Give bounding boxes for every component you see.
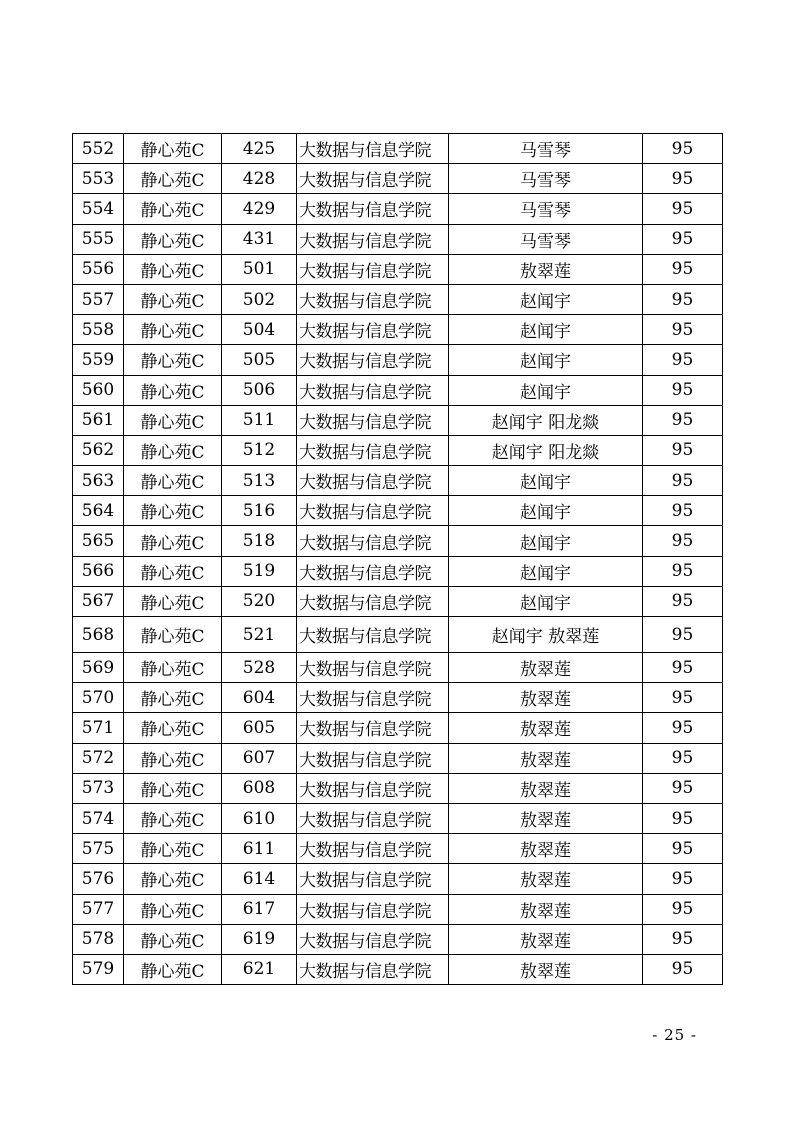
staff-name: 敖翠莲 (449, 954, 643, 984)
room-number: 521 (222, 617, 297, 653)
row-number: 569 (73, 653, 124, 683)
score-value: 95 (643, 556, 723, 586)
table-row (73, 683, 723, 713)
staff-name: 赵闻宇 阳龙燚 (449, 435, 643, 465)
table-row (73, 617, 723, 653)
score-value: 95 (643, 254, 723, 284)
building-name: 静心苑C (124, 924, 222, 954)
building-name: 静心苑C (124, 315, 222, 345)
room-number: 431 (222, 224, 297, 254)
score-value: 95 (643, 586, 723, 616)
row-number: 574 (73, 803, 124, 833)
score-value: 95 (643, 405, 723, 435)
staff-name: 敖翠莲 (449, 254, 643, 284)
college-name: 大数据与信息学院 (297, 345, 449, 375)
row-number: 560 (73, 375, 124, 405)
room-number: 621 (222, 954, 297, 984)
page-number: - 25 - (652, 1026, 697, 1044)
row-number: 554 (73, 194, 124, 224)
row-number: 562 (73, 435, 124, 465)
score-value: 95 (643, 617, 723, 653)
building-name: 静心苑C (124, 345, 222, 375)
score-value: 95 (643, 773, 723, 803)
table-row (73, 556, 723, 586)
room-number: 611 (222, 834, 297, 864)
table-row (73, 773, 723, 803)
college-name: 大数据与信息学院 (297, 683, 449, 713)
row-number: 556 (73, 254, 124, 284)
staff-name: 马雪琴 (449, 194, 643, 224)
score-value: 95 (643, 375, 723, 405)
college-name: 大数据与信息学院 (297, 194, 449, 224)
table-row (73, 284, 723, 314)
score-value: 95 (643, 345, 723, 375)
room-number: 501 (222, 254, 297, 284)
staff-name: 赵闻宇 (449, 496, 643, 526)
building-name: 静心苑C (124, 653, 222, 683)
row-number: 571 (73, 713, 124, 743)
building-name: 静心苑C (124, 743, 222, 773)
table-row (73, 224, 723, 254)
room-number: 425 (222, 134, 297, 164)
score-value: 95 (643, 315, 723, 345)
staff-name: 赵闻宇 阳龙燚 (449, 405, 643, 435)
staff-name: 赵闻宇 (449, 526, 643, 556)
score-value: 95 (643, 713, 723, 743)
score-value: 95 (643, 864, 723, 894)
score-value: 95 (643, 435, 723, 465)
staff-name: 马雪琴 (449, 224, 643, 254)
row-number: 564 (73, 496, 124, 526)
building-name: 静心苑C (124, 713, 222, 743)
college-name: 大数据与信息学院 (297, 924, 449, 954)
building-name: 静心苑C (124, 556, 222, 586)
college-name: 大数据与信息学院 (297, 556, 449, 586)
college-name: 大数据与信息学院 (297, 526, 449, 556)
college-name: 大数据与信息学院 (297, 773, 449, 803)
row-number: 575 (73, 834, 124, 864)
score-value: 95 (643, 924, 723, 954)
room-number: 502 (222, 284, 297, 314)
staff-name: 敖翠莲 (449, 773, 643, 803)
room-number: 428 (222, 164, 297, 194)
building-name: 静心苑C (124, 683, 222, 713)
college-name: 大数据与信息学院 (297, 864, 449, 894)
room-number: 614 (222, 864, 297, 894)
college-name: 大数据与信息学院 (297, 315, 449, 345)
staff-name: 敖翠莲 (449, 713, 643, 743)
row-number: 566 (73, 556, 124, 586)
building-name: 静心苑C (124, 894, 222, 924)
college-name: 大数据与信息学院 (297, 254, 449, 284)
staff-name: 敖翠莲 (449, 803, 643, 833)
room-number: 607 (222, 743, 297, 773)
score-value: 95 (643, 224, 723, 254)
college-name: 大数据与信息学院 (297, 224, 449, 254)
table-row (73, 586, 723, 616)
dorm-score-table (72, 133, 723, 985)
staff-name: 敖翠莲 (449, 864, 643, 894)
college-name: 大数据与信息学院 (297, 803, 449, 833)
table-row (73, 653, 723, 683)
row-number: 573 (73, 773, 124, 803)
row-number: 572 (73, 743, 124, 773)
staff-name: 敖翠莲 (449, 653, 643, 683)
score-value: 95 (643, 683, 723, 713)
building-name: 静心苑C (124, 773, 222, 803)
table-row (73, 894, 723, 924)
score-value: 95 (643, 743, 723, 773)
room-number: 605 (222, 713, 297, 743)
college-name: 大数据与信息学院 (297, 284, 449, 314)
score-value: 95 (643, 954, 723, 984)
building-name: 静心苑C (124, 496, 222, 526)
staff-name: 马雪琴 (449, 134, 643, 164)
building-name: 静心苑C (124, 834, 222, 864)
staff-name: 敖翠莲 (449, 743, 643, 773)
building-name: 静心苑C (124, 864, 222, 894)
building-name: 静心苑C (124, 284, 222, 314)
table-row (73, 345, 723, 375)
college-name: 大数据与信息学院 (297, 834, 449, 864)
row-number: 568 (73, 617, 124, 653)
score-value: 95 (643, 526, 723, 556)
staff-name: 赵闻宇 敖翠莲 (449, 617, 643, 653)
room-number: 519 (222, 556, 297, 586)
score-value: 95 (643, 834, 723, 864)
row-number: 565 (73, 526, 124, 556)
score-value: 95 (643, 496, 723, 526)
room-number: 619 (222, 924, 297, 954)
college-name: 大数据与信息学院 (297, 617, 449, 653)
building-name: 静心苑C (124, 164, 222, 194)
college-name: 大数据与信息学院 (297, 713, 449, 743)
college-name: 大数据与信息学院 (297, 435, 449, 465)
table-row (73, 194, 723, 224)
college-name: 大数据与信息学院 (297, 405, 449, 435)
table-row (73, 134, 723, 164)
room-number: 520 (222, 586, 297, 616)
score-value: 95 (643, 653, 723, 683)
table-row (73, 496, 723, 526)
college-name: 大数据与信息学院 (297, 586, 449, 616)
score-value: 95 (643, 803, 723, 833)
row-number: 557 (73, 284, 124, 314)
college-name: 大数据与信息学院 (297, 653, 449, 683)
score-value: 95 (643, 284, 723, 314)
college-name: 大数据与信息学院 (297, 496, 449, 526)
table-body (73, 134, 723, 985)
room-number: 504 (222, 315, 297, 345)
room-number: 608 (222, 773, 297, 803)
staff-name: 敖翠莲 (449, 894, 643, 924)
table-row (73, 466, 723, 496)
college-name: 大数据与信息学院 (297, 134, 449, 164)
table-row (73, 864, 723, 894)
building-name: 静心苑C (124, 954, 222, 984)
building-name: 静心苑C (124, 466, 222, 496)
table-row (73, 954, 723, 984)
staff-name: 敖翠莲 (449, 683, 643, 713)
row-number: 563 (73, 466, 124, 496)
room-number: 513 (222, 466, 297, 496)
row-number: 576 (73, 864, 124, 894)
row-number: 579 (73, 954, 124, 984)
score-value: 95 (643, 194, 723, 224)
staff-name: 赵闻宇 (449, 345, 643, 375)
table-row (73, 803, 723, 833)
room-number: 429 (222, 194, 297, 224)
room-number: 506 (222, 375, 297, 405)
score-value: 95 (643, 894, 723, 924)
building-name: 静心苑C (124, 405, 222, 435)
staff-name: 赵闻宇 (449, 315, 643, 345)
table-row (73, 526, 723, 556)
table-row (73, 405, 723, 435)
room-number: 518 (222, 526, 297, 556)
row-number: 555 (73, 224, 124, 254)
room-number: 512 (222, 435, 297, 465)
room-number: 617 (222, 894, 297, 924)
building-name: 静心苑C (124, 435, 222, 465)
staff-name: 赵闻宇 (449, 284, 643, 314)
college-name: 大数据与信息学院 (297, 743, 449, 773)
building-name: 静心苑C (124, 526, 222, 556)
room-number: 610 (222, 803, 297, 833)
building-name: 静心苑C (124, 617, 222, 653)
room-number: 516 (222, 496, 297, 526)
college-name: 大数据与信息学院 (297, 164, 449, 194)
building-name: 静心苑C (124, 254, 222, 284)
row-number: 561 (73, 405, 124, 435)
row-number: 558 (73, 315, 124, 345)
room-number: 511 (222, 405, 297, 435)
staff-name: 敖翠莲 (449, 834, 643, 864)
staff-name: 赵闻宇 (449, 556, 643, 586)
building-name: 静心苑C (124, 586, 222, 616)
table-row (73, 164, 723, 194)
building-name: 静心苑C (124, 194, 222, 224)
staff-name: 赵闻宇 (449, 466, 643, 496)
table-row (73, 713, 723, 743)
score-value: 95 (643, 164, 723, 194)
table-row (73, 743, 723, 773)
table-row (73, 254, 723, 284)
staff-name: 马雪琴 (449, 164, 643, 194)
table-row (73, 435, 723, 465)
building-name: 静心苑C (124, 134, 222, 164)
college-name: 大数据与信息学院 (297, 466, 449, 496)
building-name: 静心苑C (124, 803, 222, 833)
room-number: 505 (222, 345, 297, 375)
table-row (73, 315, 723, 345)
table-row (73, 924, 723, 954)
row-number: 577 (73, 894, 124, 924)
row-number: 578 (73, 924, 124, 954)
score-value: 95 (643, 134, 723, 164)
row-number: 567 (73, 586, 124, 616)
college-name: 大数据与信息学院 (297, 894, 449, 924)
staff-name: 赵闻宇 (449, 375, 643, 405)
row-number: 559 (73, 345, 124, 375)
row-number: 553 (73, 164, 124, 194)
row-number: 570 (73, 683, 124, 713)
building-name: 静心苑C (124, 224, 222, 254)
room-number: 528 (222, 653, 297, 683)
staff-name: 敖翠莲 (449, 924, 643, 954)
room-number: 604 (222, 683, 297, 713)
college-name: 大数据与信息学院 (297, 375, 449, 405)
table-row (73, 375, 723, 405)
score-value: 95 (643, 466, 723, 496)
table-row (73, 834, 723, 864)
row-number: 552 (73, 134, 124, 164)
staff-name: 赵闻宇 (449, 586, 643, 616)
building-name: 静心苑C (124, 375, 222, 405)
college-name: 大数据与信息学院 (297, 954, 449, 984)
